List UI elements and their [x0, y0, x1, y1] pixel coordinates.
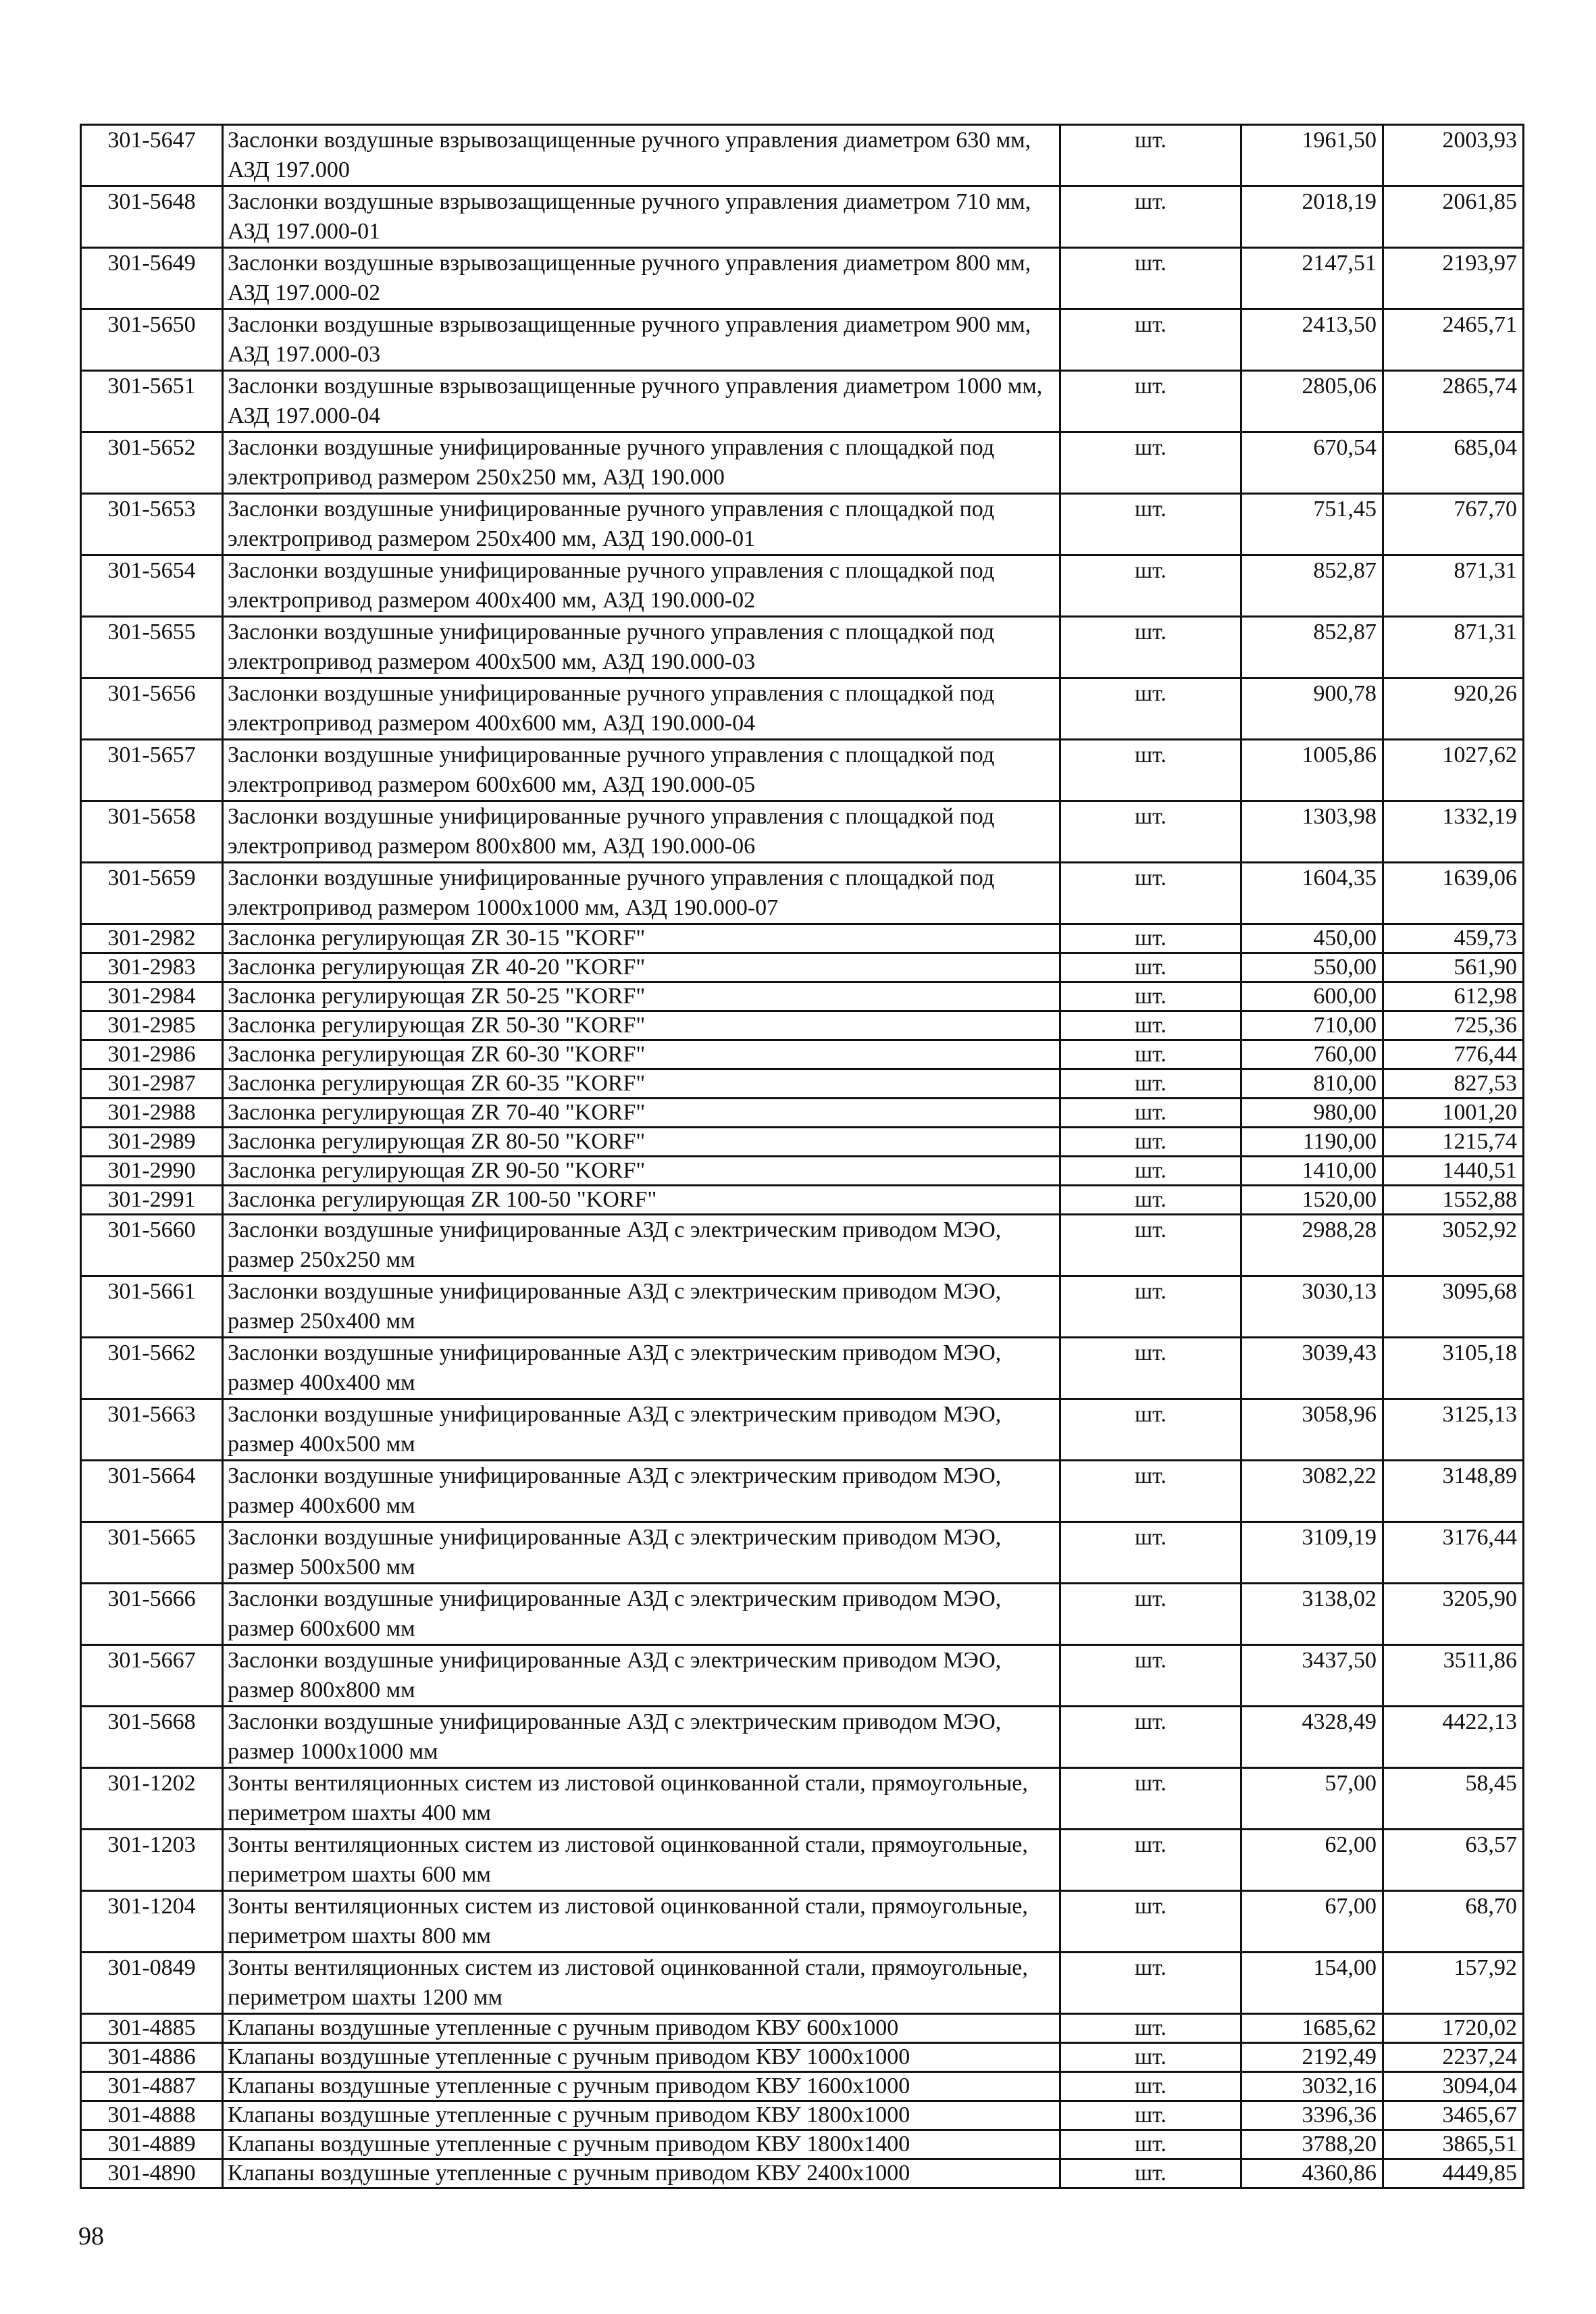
- table-row: [81, 924, 1524, 953]
- price1-cell: 67,00: [1241, 1891, 1383, 1953]
- name-cell: Заслонка регулирующая ZR 80-50 "KORF": [223, 1128, 1060, 1157]
- price1-cell: 2192,49: [1241, 2043, 1383, 2072]
- name-cell: Заслонки воздушные взрывозащищенные ручного управления диаметром 630 мм, АЗД 197.000: [223, 125, 1060, 186]
- unit-cell: шт.: [1060, 1645, 1241, 1707]
- unit-cell: шт.: [1060, 1070, 1241, 1099]
- name-cell: Заслонки воздушные унифицированные АЗД с электрическим приводом МЭО, размер 250х400 мм: [223, 1276, 1060, 1338]
- code-cell: 301-5665: [81, 1522, 223, 1584]
- unit-cell: шт.: [1060, 1522, 1241, 1584]
- name-cell: Зонты вентиляционных систем из листовой оцинкованной стали, прямоугольные, периметром шахты 1200 мм: [223, 1953, 1060, 2014]
- name-cell: Заслонки воздушные унифицированные ручного управления с площадкой под электропривод размером 1000х1000 мм, АЗД 190.000-07: [223, 863, 1060, 924]
- price1-cell: 1410,00: [1241, 1157, 1383, 1186]
- unit-cell: шт.: [1060, 494, 1241, 555]
- page-number: 98: [78, 2222, 104, 2250]
- name-cell: Клапаны воздушные утепленные с ручным приводом КВУ 1000х1000: [223, 2043, 1060, 2072]
- price2-cell: 2865,74: [1383, 371, 1524, 432]
- unit-cell: шт.: [1060, 863, 1241, 924]
- code-cell: 301-5652: [81, 432, 223, 494]
- table-row: [81, 2043, 1524, 2072]
- price1-cell: 3437,50: [1241, 1645, 1383, 1707]
- name-cell: Заслонки воздушные унифицированные АЗД с электрическим приводом МЭО, размер 1000х1000 мм: [223, 1707, 1060, 1768]
- unit-cell: шт.: [1060, 924, 1241, 953]
- price2-cell: 68,70: [1383, 1891, 1524, 1953]
- code-cell: 301-5656: [81, 678, 223, 740]
- price2-cell: 725,36: [1383, 1011, 1524, 1040]
- name-cell: Клапаны воздушные утепленные с ручным приводом КВУ 600х1000: [223, 2014, 1060, 2043]
- unit-cell: шт.: [1060, 186, 1241, 248]
- price2-cell: 2193,97: [1383, 248, 1524, 309]
- table-row: [81, 555, 1524, 617]
- price1-cell: 1685,62: [1241, 2014, 1383, 2043]
- code-cell: 301-2987: [81, 1070, 223, 1099]
- price1-cell: 57,00: [1241, 1768, 1383, 1830]
- code-cell: 301-0849: [81, 1953, 223, 2014]
- price1-cell: 2988,28: [1241, 1215, 1383, 1276]
- table-row: [81, 1099, 1524, 1128]
- unit-cell: шт.: [1060, 125, 1241, 186]
- code-cell: 301-5661: [81, 1276, 223, 1338]
- name-cell: Заслонка регулирующая ZR 50-30 "KORF": [223, 1011, 1060, 1040]
- name-cell: Заслонки воздушные унифицированные ручного управления с площадкой под электропривод размером 400х400 мм, АЗД 190.000-02: [223, 555, 1060, 617]
- code-cell: 301-5668: [81, 1707, 223, 1768]
- unit-cell: шт.: [1060, 1338, 1241, 1399]
- price2-cell: 776,44: [1383, 1040, 1524, 1070]
- price2-cell: 1332,19: [1383, 801, 1524, 863]
- price2-cell: 1440,51: [1383, 1157, 1524, 1186]
- price1-cell: 3109,19: [1241, 1522, 1383, 1584]
- price1-cell: 3082,22: [1241, 1461, 1383, 1522]
- price2-cell: 1639,06: [1383, 863, 1524, 924]
- price1-cell: 2805,06: [1241, 371, 1383, 432]
- code-cell: 301-1203: [81, 1830, 223, 1891]
- table-row: [81, 953, 1524, 982]
- table-row: [81, 1276, 1524, 1338]
- code-cell: 301-5667: [81, 1645, 223, 1707]
- table-row: [81, 309, 1524, 371]
- price2-cell: 63,57: [1383, 1830, 1524, 1891]
- code-cell: 301-5659: [81, 863, 223, 924]
- price2-cell: 1720,02: [1383, 2014, 1524, 2043]
- name-cell: Заслонка регулирующая ZR 90-50 "KORF": [223, 1157, 1060, 1186]
- price1-cell: 154,00: [1241, 1953, 1383, 2014]
- price2-cell: 871,31: [1383, 555, 1524, 617]
- table-row: [81, 1070, 1524, 1099]
- table-row: [81, 1584, 1524, 1645]
- table-row: [81, 1953, 1524, 2014]
- table-row: [81, 432, 1524, 494]
- price1-cell: 980,00: [1241, 1099, 1383, 1128]
- unit-cell: шт.: [1060, 1584, 1241, 1645]
- price2-cell: 2061,85: [1383, 186, 1524, 248]
- price1-cell: 3039,43: [1241, 1338, 1383, 1399]
- price2-cell: 561,90: [1383, 953, 1524, 982]
- price1-cell: 3138,02: [1241, 1584, 1383, 1645]
- name-cell: Заслонки воздушные унифицированные АЗД с электрическим приводом МЭО, размер 250х250 мм: [223, 1215, 1060, 1276]
- name-cell: Заслонка регулирующая ZR 50-25 "KORF": [223, 982, 1060, 1011]
- price2-cell: 1027,62: [1383, 740, 1524, 801]
- price2-cell: 4422,13: [1383, 1707, 1524, 1768]
- price1-cell: 810,00: [1241, 1070, 1383, 1099]
- unit-cell: шт.: [1060, 248, 1241, 309]
- name-cell: Заслонки воздушные унифицированные АЗД с электрическим приводом МЭО, размер 400х400 мм: [223, 1338, 1060, 1399]
- table-body: [81, 125, 1524, 2188]
- price2-cell: 3205,90: [1383, 1584, 1524, 1645]
- price1-cell: 2147,51: [1241, 248, 1383, 309]
- price1-cell: 3058,96: [1241, 1399, 1383, 1461]
- table-row: [81, 863, 1524, 924]
- code-cell: 301-4885: [81, 2014, 223, 2043]
- price1-cell: 3030,13: [1241, 1276, 1383, 1338]
- unit-cell: шт.: [1060, 432, 1241, 494]
- unit-cell: шт.: [1060, 1707, 1241, 1768]
- name-cell: Заслонка регулирующая ZR 60-30 "KORF": [223, 1040, 1060, 1070]
- table-row: [81, 1338, 1524, 1399]
- unit-cell: шт.: [1060, 617, 1241, 678]
- unit-cell: шт.: [1060, 678, 1241, 740]
- unit-cell: шт.: [1060, 2159, 1241, 2188]
- table-row: [81, 2014, 1524, 2043]
- name-cell: Клапаны воздушные утепленные с ручным приводом КВУ 2400х1000: [223, 2159, 1060, 2188]
- name-cell: Заслонки воздушные унифицированные ручного управления с площадкой под электропривод размером 600х600 мм, АЗД 190.000-05: [223, 740, 1060, 801]
- table-row: [81, 1157, 1524, 1186]
- code-cell: 301-1204: [81, 1891, 223, 1953]
- unit-cell: шт.: [1060, 1215, 1241, 1276]
- name-cell: Заслонки воздушные унифицированные АЗД с электрическим приводом МЭО, размер 500х500 мм: [223, 1522, 1060, 1584]
- unit-cell: шт.: [1060, 1128, 1241, 1157]
- unit-cell: шт.: [1060, 1953, 1241, 2014]
- price1-cell: 710,00: [1241, 1011, 1383, 1040]
- price2-cell: 157,92: [1383, 1953, 1524, 2014]
- price2-cell: 4449,85: [1383, 2159, 1524, 2188]
- code-cell: 301-5664: [81, 1461, 223, 1522]
- price1-cell: 670,54: [1241, 432, 1383, 494]
- unit-cell: шт.: [1060, 740, 1241, 801]
- name-cell: Заслонки воздушные унифицированные ручного управления с площадкой под электропривод размером 400х600 мм, АЗД 190.000-04: [223, 678, 1060, 740]
- table-row: [81, 801, 1524, 863]
- price1-cell: 550,00: [1241, 953, 1383, 982]
- price1-cell: 1520,00: [1241, 1186, 1383, 1215]
- price1-cell: 3032,16: [1241, 2072, 1383, 2101]
- table-row: [81, 1040, 1524, 1070]
- unit-cell: шт.: [1060, 1399, 1241, 1461]
- price2-cell: 459,73: [1383, 924, 1524, 953]
- table-row: [81, 1768, 1524, 1830]
- code-cell: 301-5663: [81, 1399, 223, 1461]
- name-cell: Заслонка регулирующая ZR 40-20 "KORF": [223, 953, 1060, 982]
- unit-cell: шт.: [1060, 1830, 1241, 1891]
- table-row: [81, 678, 1524, 740]
- price1-cell: 1303,98: [1241, 801, 1383, 863]
- name-cell: Заслонки воздушные унифицированные АЗД с электрическим приводом МЭО, размер 800х800 мм: [223, 1645, 1060, 1707]
- name-cell: Заслонка регулирующая ZR 30-15 "KORF": [223, 924, 1060, 953]
- table-row: [81, 740, 1524, 801]
- price1-cell: 4360,86: [1241, 2159, 1383, 2188]
- price2-cell: 2465,71: [1383, 309, 1524, 371]
- price1-cell: 2413,50: [1241, 309, 1383, 371]
- code-cell: 301-5653: [81, 494, 223, 555]
- unit-cell: шт.: [1060, 982, 1241, 1011]
- table-row: [81, 1645, 1524, 1707]
- price2-cell: 3105,18: [1383, 1338, 1524, 1399]
- price2-cell: 3052,92: [1383, 1215, 1524, 1276]
- table-row: [81, 2072, 1524, 2101]
- table-row: [81, 371, 1524, 432]
- table-row: [81, 1891, 1524, 1953]
- price2-cell: 3095,68: [1383, 1276, 1524, 1338]
- price2-cell: 3865,51: [1383, 2130, 1524, 2159]
- code-cell: 301-2989: [81, 1128, 223, 1157]
- name-cell: Клапаны воздушные утепленные с ручным приводом КВУ 1600х1000: [223, 2072, 1060, 2101]
- price1-cell: 1604,35: [1241, 863, 1383, 924]
- price2-cell: 1215,74: [1383, 1128, 1524, 1157]
- name-cell: Заслонки воздушные взрывозащищенные ручного управления диаметром 900 мм, АЗД 197.000-03: [223, 309, 1060, 371]
- name-cell: Зонты вентиляционных систем из листовой оцинкованной стали, прямоугольные, периметром шахты 800 мм: [223, 1891, 1060, 1953]
- unit-cell: шт.: [1060, 1461, 1241, 1522]
- name-cell: Заслонки воздушные взрывозащищенные ручного управления диаметром 1000 мм, АЗД 197.000-04: [223, 371, 1060, 432]
- unit-cell: шт.: [1060, 1276, 1241, 1338]
- price1-cell: 3788,20: [1241, 2130, 1383, 2159]
- price2-cell: 685,04: [1383, 432, 1524, 494]
- name-cell: Заслонка регулирующая ZR 60-35 "KORF": [223, 1070, 1060, 1099]
- table-row: [81, 1830, 1524, 1891]
- unit-cell: шт.: [1060, 953, 1241, 982]
- table-row: [81, 2130, 1524, 2159]
- name-cell: Заслонки воздушные унифицированные АЗД с электрическим приводом МЭО, размер 400х500 мм: [223, 1399, 1060, 1461]
- code-cell: 301-5657: [81, 740, 223, 801]
- code-cell: 301-5651: [81, 371, 223, 432]
- price2-cell: 1552,88: [1383, 1186, 1524, 1215]
- price2-cell: 2237,24: [1383, 2043, 1524, 2072]
- price1-cell: 2018,19: [1241, 186, 1383, 248]
- price1-cell: 62,00: [1241, 1830, 1383, 1891]
- unit-cell: шт.: [1060, 555, 1241, 617]
- table-row: [81, 1215, 1524, 1276]
- name-cell: Заслонки воздушные взрывозащищенные ручного управления диаметром 710 мм, АЗД 197.000-01: [223, 186, 1060, 248]
- table-row: [81, 1707, 1524, 1768]
- unit-cell: шт.: [1060, 1186, 1241, 1215]
- table-row: [81, 617, 1524, 678]
- code-cell: 301-2985: [81, 1011, 223, 1040]
- price2-cell: 871,31: [1383, 617, 1524, 678]
- price2-cell: 3125,13: [1383, 1399, 1524, 1461]
- price2-cell: 3465,67: [1383, 2101, 1524, 2130]
- unit-cell: шт.: [1060, 1157, 1241, 1186]
- unit-cell: шт.: [1060, 1891, 1241, 1953]
- table-row: [81, 2101, 1524, 2130]
- unit-cell: шт.: [1060, 371, 1241, 432]
- code-cell: 301-4889: [81, 2130, 223, 2159]
- price2-cell: 3511,86: [1383, 1645, 1524, 1707]
- code-cell: 301-2982: [81, 924, 223, 953]
- price2-cell: 827,53: [1383, 1070, 1524, 1099]
- name-cell: Заслонки воздушные взрывозащищенные ручного управления диаметром 800 мм, АЗД 197.000-02: [223, 248, 1060, 309]
- code-cell: 301-5649: [81, 248, 223, 309]
- price1-cell: 450,00: [1241, 924, 1383, 953]
- table-row: [81, 1128, 1524, 1157]
- name-cell: Заслонки воздушные унифицированные ручного управления с площадкой под электропривод размером 400х500 мм, АЗД 190.000-03: [223, 617, 1060, 678]
- unit-cell: шт.: [1060, 1768, 1241, 1830]
- name-cell: Клапаны воздушные утепленные с ручным приводом КВУ 1800х1400: [223, 2130, 1060, 2159]
- code-cell: 301-5647: [81, 125, 223, 186]
- code-cell: 301-1202: [81, 1768, 223, 1830]
- table-row: [81, 1186, 1524, 1215]
- table-row: [81, 1399, 1524, 1461]
- name-cell: Заслонки воздушные унифицированные АЗД с электрическим приводом МЭО, размер 600х600 мм: [223, 1584, 1060, 1645]
- price2-cell: 767,70: [1383, 494, 1524, 555]
- price1-cell: 600,00: [1241, 982, 1383, 1011]
- price2-cell: 2003,93: [1383, 125, 1524, 186]
- code-cell: 301-2990: [81, 1157, 223, 1186]
- price1-cell: 760,00: [1241, 1040, 1383, 1070]
- unit-cell: шт.: [1060, 2014, 1241, 2043]
- price1-cell: 852,87: [1241, 555, 1383, 617]
- code-cell: 301-5658: [81, 801, 223, 863]
- price2-cell: 612,98: [1383, 982, 1524, 1011]
- code-cell: 301-5654: [81, 555, 223, 617]
- unit-cell: шт.: [1060, 1099, 1241, 1128]
- unit-cell: шт.: [1060, 2072, 1241, 2101]
- unit-cell: шт.: [1060, 1011, 1241, 1040]
- name-cell: Заслонки воздушные унифицированные ручного управления с площадкой под электропривод размером 800х800 мм, АЗД 190.000-06: [223, 801, 1060, 863]
- unit-cell: шт.: [1060, 2043, 1241, 2072]
- code-cell: 301-2986: [81, 1040, 223, 1070]
- name-cell: Заслонки воздушные унифицированные ручного управления с площадкой под электропривод размером 250х250 мм, АЗД 190.000: [223, 432, 1060, 494]
- price1-cell: 852,87: [1241, 617, 1383, 678]
- unit-cell: шт.: [1060, 1040, 1241, 1070]
- unit-cell: шт.: [1060, 801, 1241, 863]
- name-cell: Заслонка регулирующая ZR 70-40 "KORF": [223, 1099, 1060, 1128]
- table-row: [81, 494, 1524, 555]
- table-row: [81, 982, 1524, 1011]
- code-cell: 301-4887: [81, 2072, 223, 2101]
- unit-cell: шт.: [1060, 2101, 1241, 2130]
- table-row: [81, 2159, 1524, 2188]
- code-cell: 301-5655: [81, 617, 223, 678]
- code-cell: 301-2984: [81, 982, 223, 1011]
- price-table: [80, 124, 1524, 2189]
- price2-cell: 58,45: [1383, 1768, 1524, 1830]
- code-cell: 301-2991: [81, 1186, 223, 1215]
- code-cell: 301-5648: [81, 186, 223, 248]
- name-cell: Заслонки воздушные унифицированные АЗД с электрическим приводом МЭО, размер 400х600 мм: [223, 1461, 1060, 1522]
- table-row: [81, 248, 1524, 309]
- price2-cell: 1001,20: [1383, 1099, 1524, 1128]
- table-row: [81, 1011, 1524, 1040]
- code-cell: 301-5662: [81, 1338, 223, 1399]
- price1-cell: 751,45: [1241, 494, 1383, 555]
- price2-cell: 3148,89: [1383, 1461, 1524, 1522]
- price2-cell: 3176,44: [1383, 1522, 1524, 1584]
- price1-cell: 1005,86: [1241, 740, 1383, 801]
- code-cell: 301-2983: [81, 953, 223, 982]
- price1-cell: 900,78: [1241, 678, 1383, 740]
- code-cell: 301-2988: [81, 1099, 223, 1128]
- unit-cell: шт.: [1060, 309, 1241, 371]
- unit-cell: шт.: [1060, 2130, 1241, 2159]
- code-cell: 301-5666: [81, 1584, 223, 1645]
- table-row: [81, 1461, 1524, 1522]
- name-cell: Заслонки воздушные унифицированные ручного управления с площадкой под электропривод размером 250х400 мм, АЗД 190.000-01: [223, 494, 1060, 555]
- price1-cell: 4328,49: [1241, 1707, 1383, 1768]
- table-row: [81, 1522, 1524, 1584]
- name-cell: Клапаны воздушные утепленные с ручным приводом КВУ 1800х1000: [223, 2101, 1060, 2130]
- price1-cell: 1190,00: [1241, 1128, 1383, 1157]
- code-cell: 301-4888: [81, 2101, 223, 2130]
- name-cell: Зонты вентиляционных систем из листовой оцинкованной стали, прямоугольные, периметром шахты 600 мм: [223, 1830, 1060, 1891]
- name-cell: Заслонка регулирующая ZR 100-50 "KORF": [223, 1186, 1060, 1215]
- code-cell: 301-4890: [81, 2159, 223, 2188]
- code-cell: 301-4886: [81, 2043, 223, 2072]
- table-row: [81, 125, 1524, 186]
- price1-cell: 3396,36: [1241, 2101, 1383, 2130]
- code-cell: 301-5660: [81, 1215, 223, 1276]
- price2-cell: 920,26: [1383, 678, 1524, 740]
- code-cell: 301-5650: [81, 309, 223, 371]
- price2-cell: 3094,04: [1383, 2072, 1524, 2101]
- name-cell: Зонты вентиляционных систем из листовой оцинкованной стали, прямоугольные, периметром шахты 400 мм: [223, 1768, 1060, 1830]
- price1-cell: 1961,50: [1241, 125, 1383, 186]
- table-row: [81, 186, 1524, 248]
